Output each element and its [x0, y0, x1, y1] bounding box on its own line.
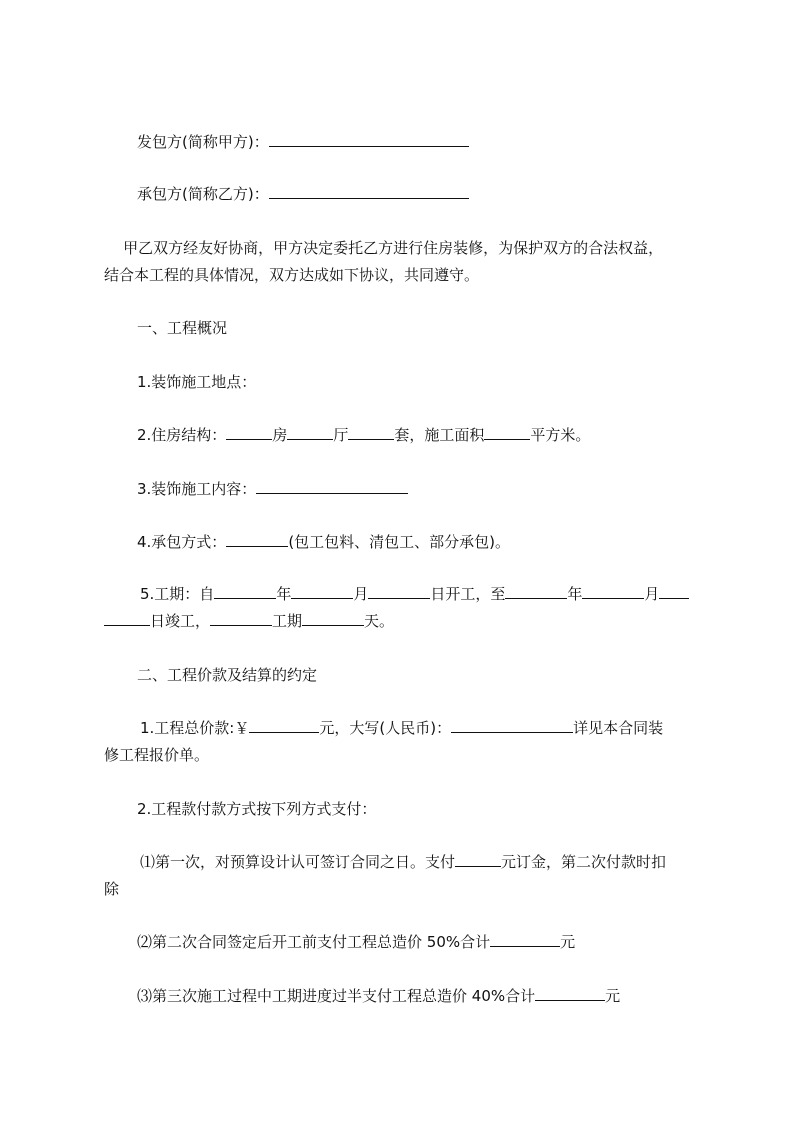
party-a-line: 发包方(简称甲方)： — [137, 132, 469, 152]
item-1-1: 1.装饰施工地点： — [137, 373, 257, 391]
section-2-heading: 二、工程价款及结算的约定 — [137, 666, 318, 684]
payment-2: ⑵第二次合同签定后开工前支付工程总造价 50%合计 元 — [137, 933, 576, 951]
item-1-5-line-1: 5.工期：自 年 月 日开工，至 年 月 — [140, 584, 689, 604]
payment-1-line-1: ⑴第一次，对预算设计认可签订合同之日。支付 元订金，第二次付款时扣 — [140, 853, 667, 871]
item-2-1-line-1: 1.工程总价款:￥ 元，大写(人民币)： 详见本合同装 — [140, 719, 664, 737]
item-1-5-line-2: 日竣工， 工期 天。 — [104, 611, 394, 631]
item-2-1-line-2: 修工程报价单。 — [104, 746, 210, 764]
intro-paragraph — [104, 238, 704, 292]
intro-line-1: 甲乙双方经友好协商，甲方决定委托乙方进行住房装修，为保护双方的合法权益， — [104, 239, 664, 257]
section-1-heading: 一、工程概况 — [137, 319, 228, 337]
payment-1-line-2: 除 — [104, 880, 120, 898]
item-2-2: 2.工程款付款方式按下列方式支付： — [137, 800, 377, 818]
party-b-blank — [269, 184, 469, 199]
item-1-4: 4.承包方式： (包工包料、清包工、部分承包)。 — [137, 533, 511, 551]
party-a-blank — [269, 132, 469, 147]
party-b-line: 承包方(简称乙方)： — [137, 184, 469, 204]
intro-line-2: 结合本工程的具体情况，双方达成如下协议，共同遵守。 — [104, 266, 480, 284]
item-1-3: 3.装饰施工内容： — [137, 479, 408, 499]
payment-3: ⑶第三次施工过程中工期进度过半支付工程总造价 40%合计 元 — [137, 987, 621, 1005]
item-1-2: 2.住房结构： 房 厅 套，施工面积 平方米。 — [137, 426, 591, 444]
